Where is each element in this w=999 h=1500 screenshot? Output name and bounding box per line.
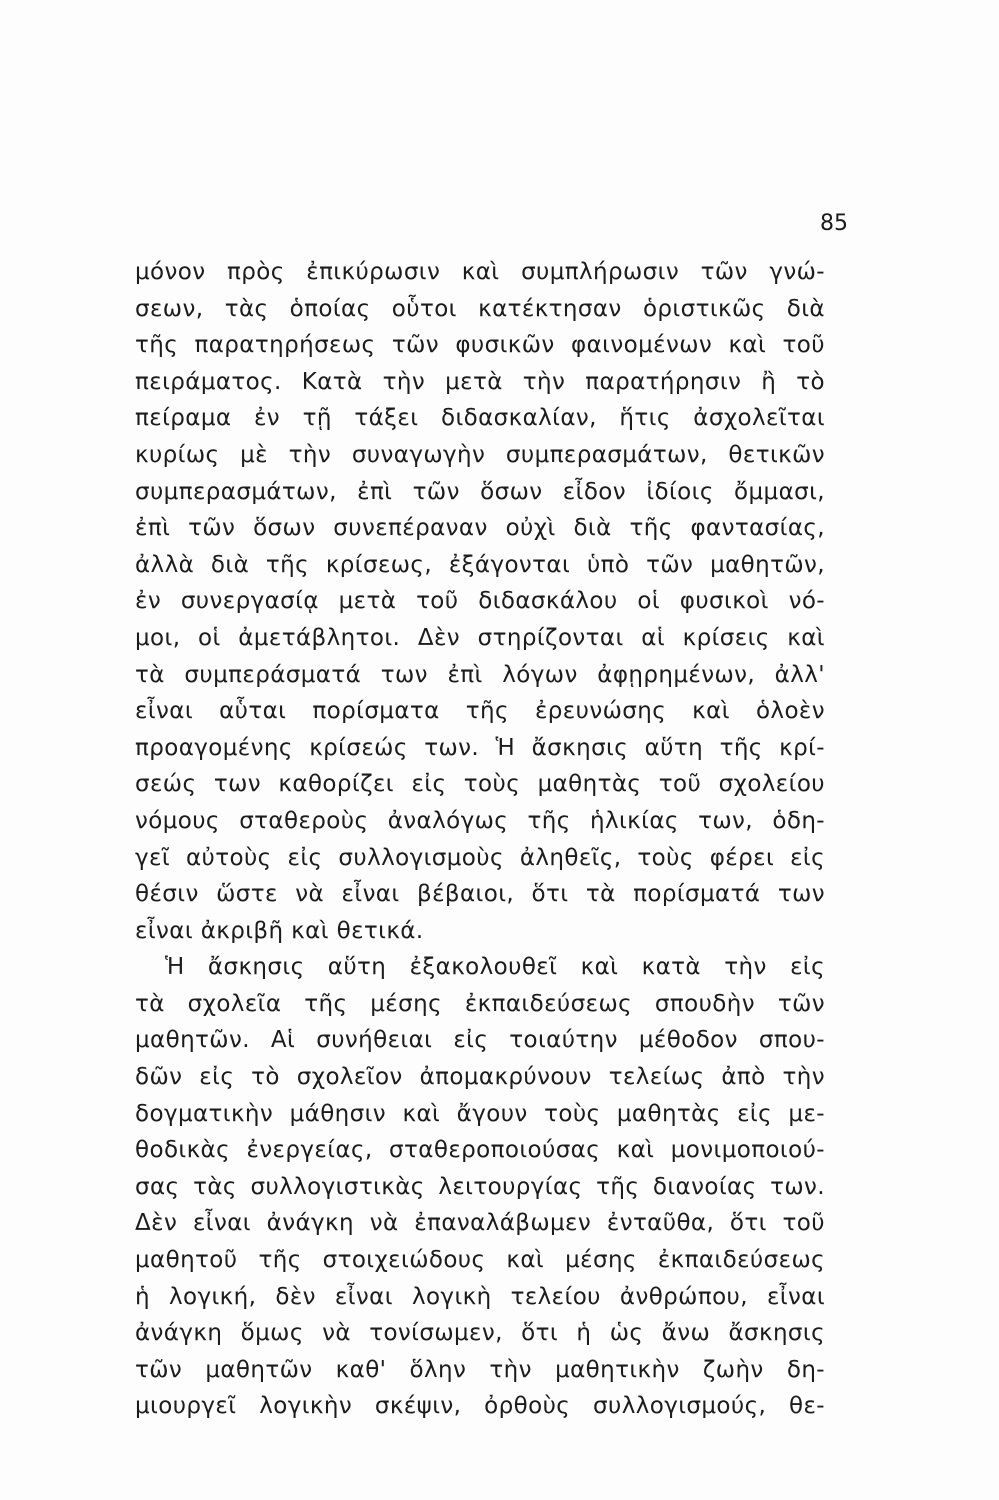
text-line: τῆς παρατηρήσεως τῶν φυσικῶν φαινομένων καὶ τοῦ	[135, 332, 825, 359]
text-line: θοδικὰς ἐνεργείας, σταθεροποιούσας καὶ μονιμοποιού-	[135, 1137, 825, 1164]
text-line: μαθητοῦ τῆς στοιχειώδους καὶ μέσης ἐκπαιδεύσεως	[135, 1247, 825, 1274]
text-line: κυρίως μὲ τὴν συναγωγὴν συμπερασμάτων, θετικῶν	[135, 441, 825, 468]
body-text	[135, 254, 825, 1425]
text-line: θέσιν ὥστε νὰ εἶναι βέβαιοι, ὅτι τὰ πορίσματά των	[135, 881, 825, 908]
text-line: νόμους σταθεροὺς ἀναλόγως τῆς ἡλικίας των, ὁδη-	[135, 807, 825, 834]
text-line: ἀνάγκη ὅμως νὰ τονίσωμεν, ὅτι ἡ ὡς ἄνω ἄσκησις	[135, 1320, 825, 1347]
text-line: συμπερασμάτων, ἐπὶ τῶν ὅσων εἶδον ἰδίοις ὄμμασι,	[135, 478, 825, 505]
text-line: Ἡ ἄσκησις αὕτη ἐξακολουθεῖ καὶ κατὰ τὴν εἰς	[165, 954, 825, 981]
text-line: πειράματος. Κατὰ τὴν μετὰ τὴν παρατήρησιν ἢ τὸ	[135, 368, 825, 395]
text-line: προαγομένης κρίσεώς των. Ἡ ἄσκησις αὕτη τῆς κρί-	[135, 734, 825, 761]
text-line: Δὲν εἶναι ἀνάγκη νὰ ἐπαναλάβωμεν ἐνταῦθα, ὅτι τοῦ	[135, 1210, 825, 1237]
text-line: δογματικὴν μάθησιν καὶ ἄγουν τοὺς μαθητὰς εἰς με-	[135, 1100, 825, 1127]
text-line: μαθητῶν. Αἱ συνήθειαι εἰς τοιαύτην μέθοδον σπου-	[135, 1027, 825, 1054]
text-line: ἀλλὰ διὰ τῆς κρίσεως, ἐξάγονται ὑπὸ τῶν μαθητῶν,	[135, 551, 825, 578]
text-line: τῶν μαθητῶν καθ' ὅλην τὴν μαθητικὴν ζωὴν δη-	[135, 1356, 825, 1383]
text-line: ἐπὶ τῶν ὅσων συνεπέραναν οὐχὶ διὰ τῆς φαντασίας,	[135, 515, 825, 542]
text-line: σεώς των καθορίζει εἰς τοὺς μαθητὰς τοῦ σχολείου	[135, 771, 825, 798]
text-line: ἡ λογική, δὲν εἶναι λογικὴ τελείου ἀνθρώπου, εἶναι	[135, 1283, 825, 1310]
text-line: ἐν συνεργασίᾳ μετὰ τοῦ διδασκάλου οἱ φυσικοὶ νό-	[135, 588, 825, 615]
text-line: μιουργεῖ λογικὴν σκέψιν, ὀρθοὺς συλλογισμούς, θε-	[135, 1393, 825, 1420]
text-line: εἶναι αὗται πορίσματα τῆς ἐρευνώσης καὶ ὁλοὲν	[135, 698, 825, 725]
text-line: γεῖ αὐτοὺς εἰς συλλογισμοὺς ἀληθεῖς, τοὺς φέρει εἰς	[135, 844, 825, 871]
text-line: τὰ συμπεράσματά των ἐπὶ λόγων ἀφῃρημένων, ἀλλ'	[135, 661, 825, 688]
text-line: σεων, τὰς ὁποίας οὗτοι κατέκτησαν ὁριστικῶς διὰ	[135, 295, 825, 322]
page-number: 85	[820, 211, 848, 236]
text-line: μοι, οἱ ἀμετάβλητοι. Δὲν στηρίζονται αἱ κρίσεις καὶ	[135, 624, 825, 651]
text-line: δῶν εἰς τὸ σχολεῖον ἀπομακρύνουν τελείως ἀπὸ τὴν	[135, 1064, 825, 1091]
text-line: σας τὰς συλλογιστικὰς λειτουργίας τῆς διανοίας των.	[135, 1173, 825, 1200]
text-line: εἶναι ἀκριβῆ καὶ θετικά.	[135, 917, 424, 944]
text-line: μόνον πρὸς ἐπικύρωσιν καὶ συμπλήρωσιν τῶν γνώ-	[135, 259, 825, 285]
text-line: τὰ σχολεῖα τῆς μέσης ἐκπαιδεύσεως σπουδὴν τῶν	[135, 990, 825, 1017]
text-line: πείραμα ἐν τῇ τάξει διδασκαλίαν, ἥτις ἀσχολεῖται	[135, 405, 825, 432]
